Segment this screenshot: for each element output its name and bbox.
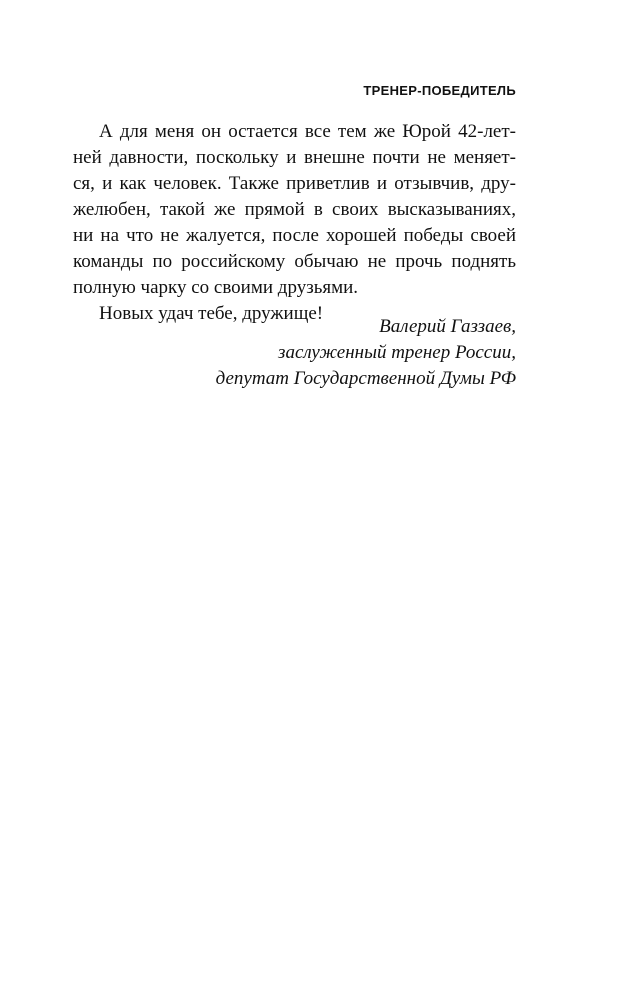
paragraph-line: полную чарку со своими друзьями. [73, 277, 359, 298]
signature-block [216, 314, 516, 392]
signature-position: депутат Государственной Думы РФ [215, 368, 516, 389]
closing-wish: Новых удач тебе, дружище! [99, 303, 324, 324]
paragraph-line: команды по российскому обычаю не прочь поднять [73, 251, 516, 272]
signature-name: Валерий Газзаев, [379, 316, 516, 337]
body-text [73, 119, 516, 327]
paragraph-line: А для меня он остается все тем же Юрой 42-лет- [99, 121, 516, 142]
paragraph-line: ни на что не жалуется, после хорошей победы своей [73, 225, 516, 246]
paragraph-line: желюбен, такой же прямой в своих высказываниях, [73, 199, 516, 220]
signature-title: заслуженный тренер России, [278, 342, 516, 363]
paragraph-line: ся, и как человек. Также приветлив и отзывчив, дру- [73, 173, 516, 194]
running-header: ТРЕНЕР-ПОБЕДИТЕЛЬ [363, 83, 516, 98]
paragraph-line: ней давности, поскольку и внешне почти не меняет- [73, 147, 516, 168]
